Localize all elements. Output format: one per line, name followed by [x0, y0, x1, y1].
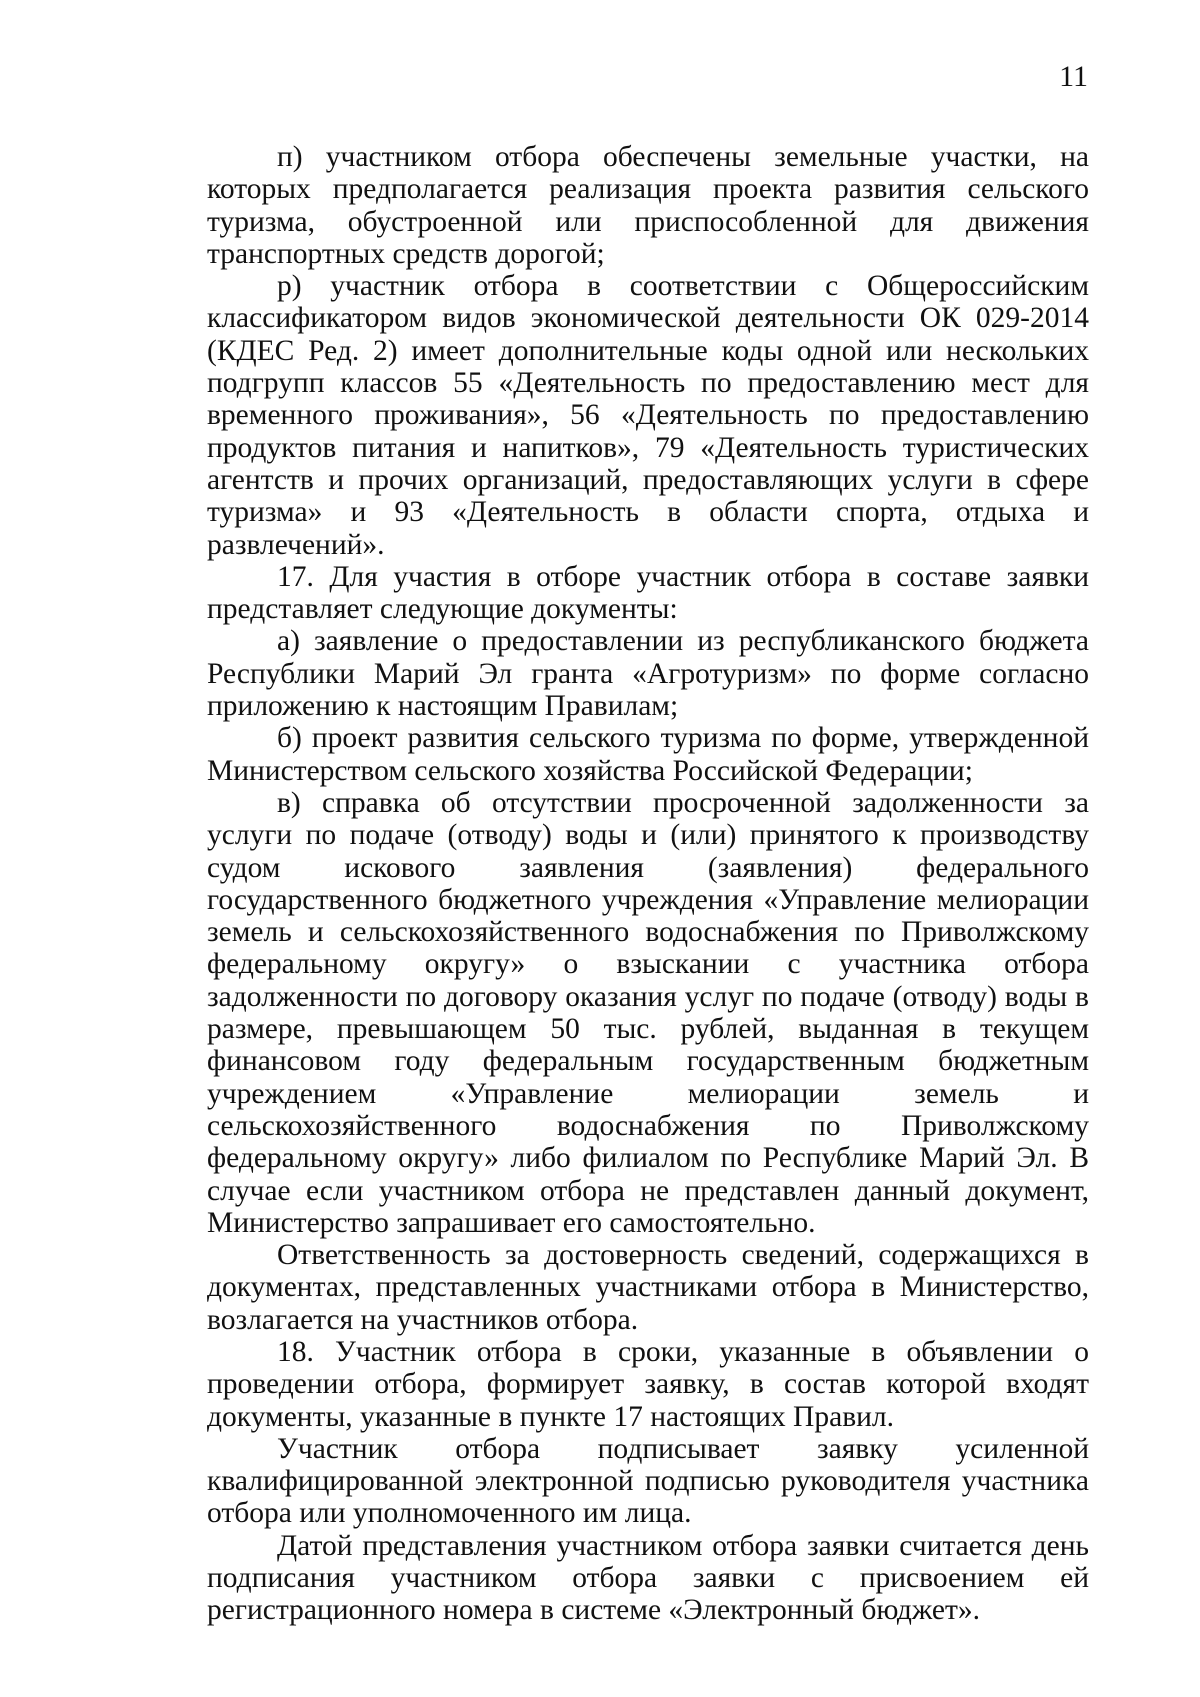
paragraph-r-okved-codes: р) участник отбора в соответствии с Общероссийским классификатором видов экономической деятельности ОК 029-2014 (КДЕС Ред. 2) имеет дополнительные коды одной или нескольких подгрупп классов 55 «Деятельность по предоставлению мест для временного проживания», 56 «Деятельность по предоставлению продуктов питания и напитков», 79 «Деятельность туристических агентств и прочих организаций, предоставляющих услуги в сфере туризма» и 93 «Деятельность в области спорта, отдыха и развлечений». [207, 270, 1089, 561]
paragraph-17-documents: 17. Для участия в отборе участник отбора в составе заявки представляет следующие документы: [207, 560, 1089, 626]
paragraph-submission-date: Датой представления участником отбора заявки считается день подписания участником отбора заявки с присвоением ей регистрационного номера в системе «Электронный бюджет». [207, 1529, 1089, 1627]
paragraph-a-application: а) заявление о предоставлении из республиканского бюджета Республики Марий Эл гранта «Агротуризм» по форме согласно приложению к настоящим Правилам; [207, 625, 1089, 723]
paragraph-p-land-plots: п) участником отбора обеспечены земельные участки, на которых предполагается реализация проекта развития сельского туризма, обустроенной или приспособленной для движения транспортных средств дорогой; [207, 141, 1089, 270]
paragraph-responsibility: Ответственность за достоверность сведений, содержащихся в документах, представленных участниками отбора в Министерство, возлагается на участников отбора. [207, 1239, 1089, 1336]
paragraph-signature: Участник отбора подписывает заявку усиленной квалифицированной электронной подписью руководителя участника отбора или уполномоченного им лица. [207, 1432, 1089, 1530]
document-body [207, 141, 1089, 1627]
paragraph-18-application: 18. Участник отбора в сроки, указанные в объявлении о проведении отбора, формирует заявку, в состав которой входят документы, указанные в пункте 17 настоящих Правил. [207, 1335, 1089, 1433]
paragraph-v-certificate: в) справка об отсутствии просроченной задолженности за услуги по подаче (отводу) воды и (или) принятого к производству судом искового заявления (заявления) федерального государственного бюджетного учреждения «Управление мелиорации земель и сельскохозяйственного водоснабжения по Приволжскому федеральному округу» о взыскании с участника отбора задолженности по договору оказания услуг по подаче (отводу) воды в размере, превышающем 50 тыс. рублей, выданная в текущем финансовом году федеральным государственным бюджетным учреждением «Управление мелиорации земель и сельскохозяйственного водоснабжения по Приволжскому федеральному округу» либо филиалом по Республике Марий Эл. В случае если участником отбора не представлен данный документ, Министерство запрашивает его самостоятельно. [207, 786, 1089, 1239]
page-number: 11 [1059, 60, 1088, 93]
paragraph-b-project: б) проект развития сельского туризма по форме, утвержденной Министерством сельского хозяйства Российской Федерации; [207, 722, 1089, 787]
